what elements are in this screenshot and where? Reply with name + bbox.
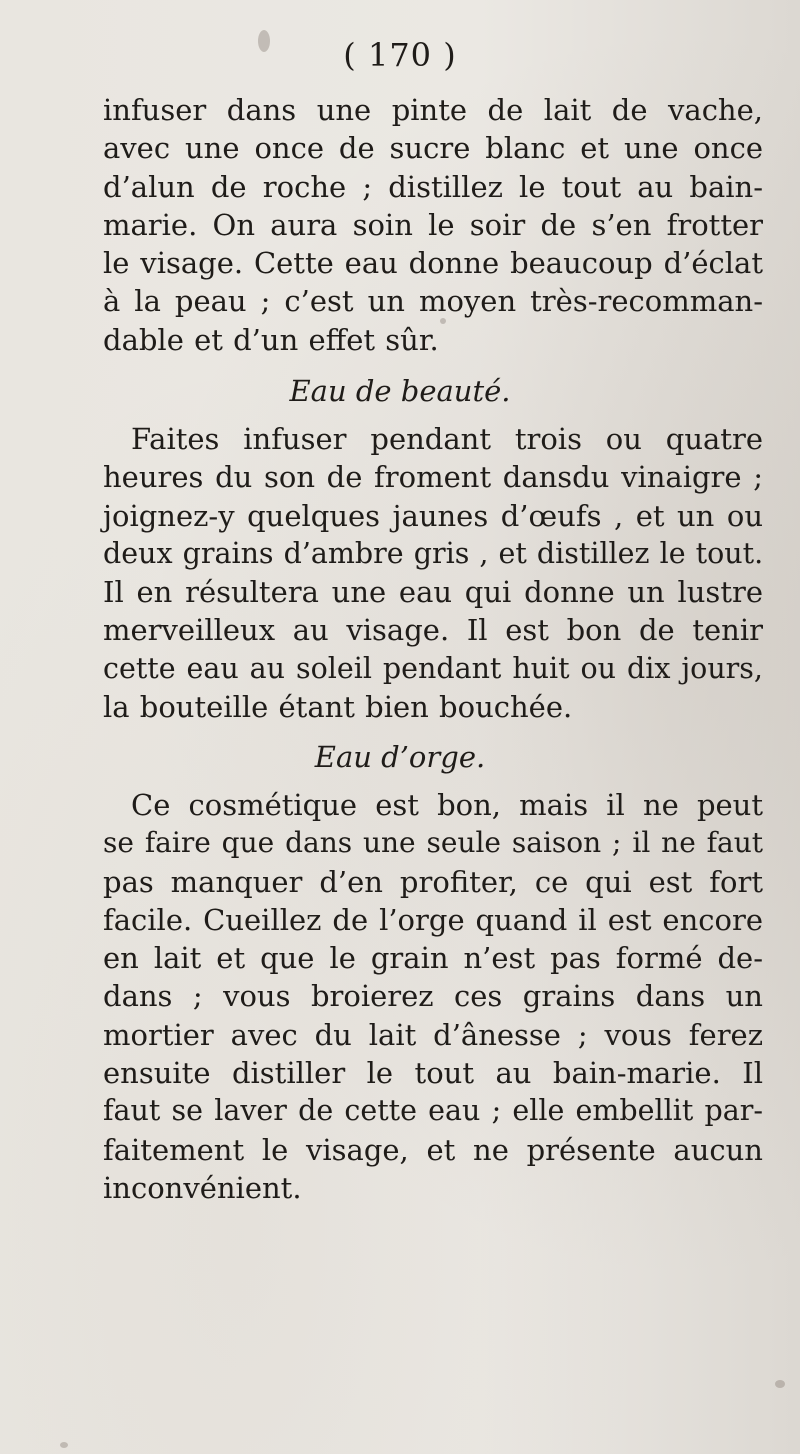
text-line: marie. On aura soin le soir de s’en frotter <box>103 207 763 242</box>
paragraph-eau-de-beaute <box>103 420 763 726</box>
text-line: à la peau ; c’est un moyen très-recomman- <box>103 284 763 319</box>
text-line: en lait et que le grain n’est pas formé de- <box>103 941 763 976</box>
section-heading-eau-d-orge: Eau d’orge. <box>314 740 486 774</box>
paragraph-eau-d-orge <box>103 786 763 1207</box>
text-line: Faites infuser pendant trois ou quatre <box>131 422 763 456</box>
text-line: Il en résultera une eau qui donne un lustre <box>103 575 763 610</box>
text-line: mortier avec du lait d’ânesse ; vous ferez <box>103 1017 763 1052</box>
text-line: heures du son de froment dansdu vinaigre ; <box>103 460 763 495</box>
text-line: facile. Cueillez de l’orge quand il est encore <box>103 902 763 937</box>
text-line: joignez-y quelques jaunes d’œufs , et un ou <box>103 498 763 533</box>
text-line: merveilleux au visage. Il est bon de tenir <box>103 613 763 648</box>
paper-stain <box>775 1380 785 1388</box>
text-line: faitement le visage, et ne présente aucun <box>103 1132 763 1167</box>
section-heading-eau-de-beaute: Eau de beauté. <box>289 374 511 408</box>
paragraph-continuation <box>103 91 763 359</box>
text-line: avec une once de sucre blanc et une once <box>103 131 763 166</box>
text-line: ensuite distiller le tout au bain-marie. Il <box>103 1056 763 1091</box>
text-line: le visage. Cette eau donne beaucoup d’éclat <box>103 246 763 281</box>
text-line: cette eau au soleil pendant huit ou dix jours, <box>103 651 763 685</box>
text-line: d’alun de roche ; distillez le tout au bain- <box>103 169 763 204</box>
paper-stain <box>60 1442 68 1448</box>
text-line: infuser dans une pinte de lait de vache, <box>103 93 763 127</box>
text-line: pas manquer d’en profiter, ce qui est fort <box>103 864 763 899</box>
text-line: se faire que dans une seule saison ; il ne faut <box>103 826 763 860</box>
text-line: inconvénient. <box>103 1170 302 1205</box>
page-number: ( 170 ) <box>343 36 457 74</box>
text-line: deux grains d’ambre gris , et distillez le tout. <box>103 536 764 570</box>
text-line: faut se laver de cette eau ; elle embellit par- <box>103 1094 763 1128</box>
text-line: dans ; vous broierez ces grains dans un <box>103 979 763 1014</box>
text-line: dable et d’un effet sûr. <box>103 322 439 357</box>
text-line: Ce cosmétique est bon, mais il ne peut <box>131 788 763 822</box>
text-line: la bouteille étant bien bouchée. <box>103 690 573 725</box>
